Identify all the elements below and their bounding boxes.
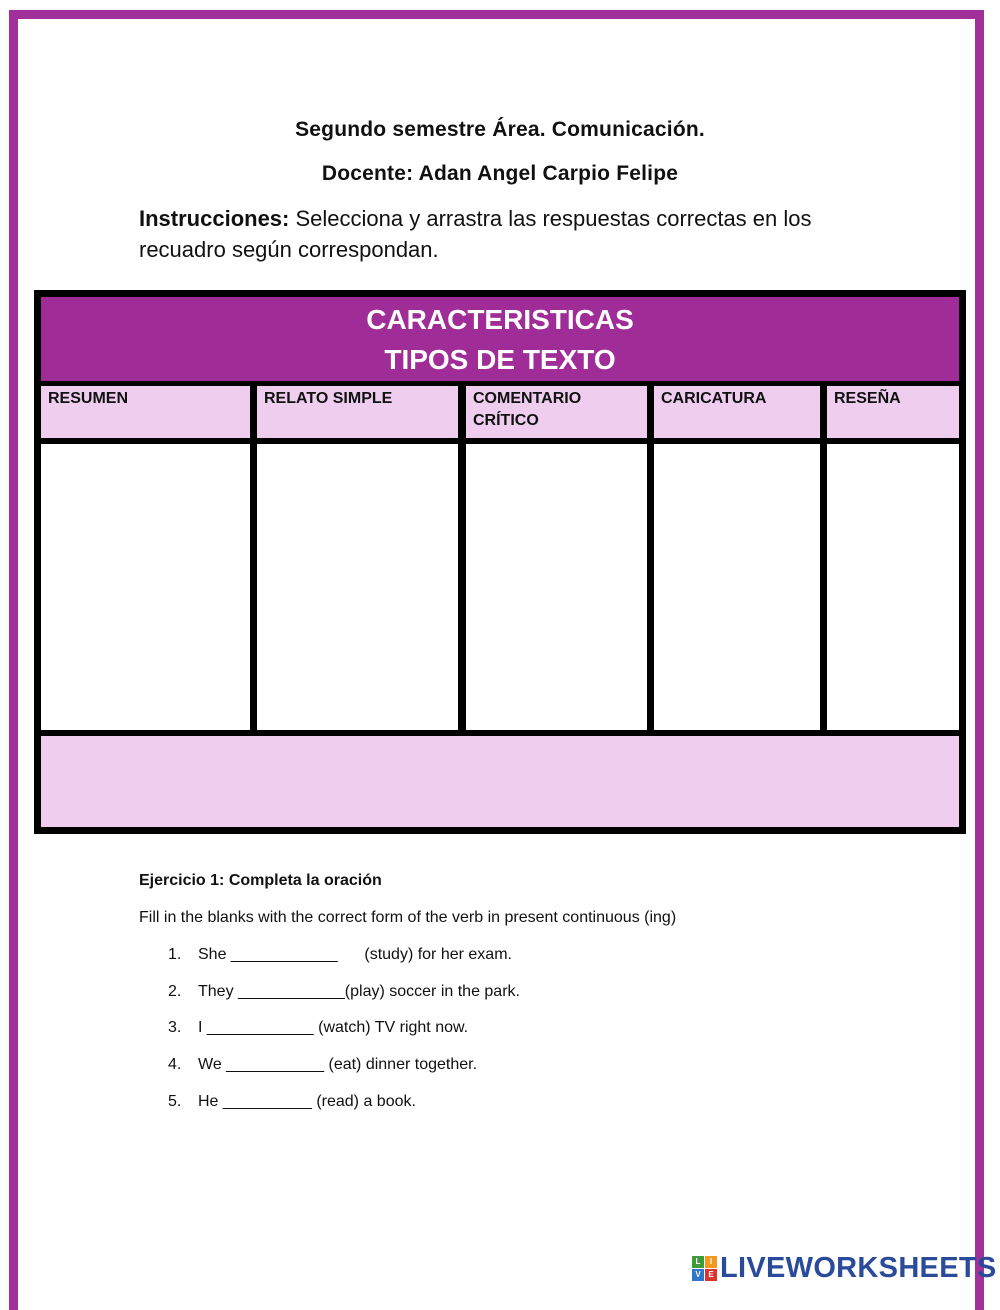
item-text: He __________ (read) a book. xyxy=(198,1093,416,1110)
liveworksheets-logo[interactable] xyxy=(692,1253,997,1283)
semester-heading: Segundo semestre Área. Comunicación. xyxy=(295,118,705,141)
item-text: I ____________ (watch) TV right now. xyxy=(198,1019,469,1036)
exercise-item[interactable] xyxy=(168,1019,468,1037)
item-text: We ___________ (eat) dinner together. xyxy=(198,1056,478,1073)
exercise-title: Ejercicio 1: Completa la oración xyxy=(139,872,382,889)
column-header-comentario-critico: COMENTARIO CRÍTICO xyxy=(466,386,647,438)
column-header-resumen: RESUMEN xyxy=(41,386,250,438)
drop-zone-caricatura[interactable] xyxy=(654,444,820,730)
column-header-resena: RESEÑA xyxy=(827,386,959,438)
instructions-text: Selecciona y arrastra las respuestas correctas en los recuadro según correspondan. xyxy=(139,206,812,262)
item-number: 5. xyxy=(168,1093,182,1110)
item-number: 3. xyxy=(168,1019,182,1036)
column-header-relato-simple: RELATO SIMPLE xyxy=(257,386,458,438)
table-title-line2: TIPOS DE TEXTO xyxy=(384,344,616,375)
exercise-item[interactable] xyxy=(168,946,512,964)
instructions xyxy=(139,203,859,265)
item-number: 1. xyxy=(168,946,182,963)
column-header-caricatura: CARICATURA xyxy=(654,386,820,438)
exercise-item[interactable] xyxy=(168,1093,416,1111)
drop-zone-relato-simple[interactable] xyxy=(257,444,458,730)
logo-text: LIVEWORKSHEETS xyxy=(720,1251,997,1284)
text-types-table xyxy=(34,290,966,834)
item-text: They ____________(play) soccer in the park. xyxy=(198,983,520,1000)
drop-zone-resena[interactable] xyxy=(827,444,959,730)
item-number: 4. xyxy=(168,1056,182,1073)
table-title xyxy=(41,297,959,381)
exercise-description: Fill in the blanks with the correct form of the verb in present continuous (ing) xyxy=(139,909,677,926)
drop-zone-resumen[interactable] xyxy=(41,444,250,730)
logo-badge-letter: L xyxy=(692,1256,704,1268)
logo-badge-letter: V xyxy=(692,1269,704,1281)
logo-badge-letter: I xyxy=(705,1256,717,1268)
drop-zone-comentario-critico[interactable] xyxy=(466,444,647,730)
logo-badge-icon xyxy=(692,1256,717,1281)
exercise-item[interactable] xyxy=(168,1056,477,1074)
instructions-label: Instrucciones: xyxy=(139,206,290,231)
teacher-heading: Docente: Adan Angel Carpio Felipe xyxy=(321,162,679,185)
answer-bank-area[interactable] xyxy=(41,736,959,827)
exercise-item[interactable] xyxy=(168,983,520,1001)
logo-badge-letter: E xyxy=(705,1269,717,1281)
table-title-line1: CARACTERISTICAS xyxy=(366,304,634,335)
item-text: She ____________ (study) for her exam. xyxy=(198,946,512,963)
item-number: 2. xyxy=(168,983,182,1000)
